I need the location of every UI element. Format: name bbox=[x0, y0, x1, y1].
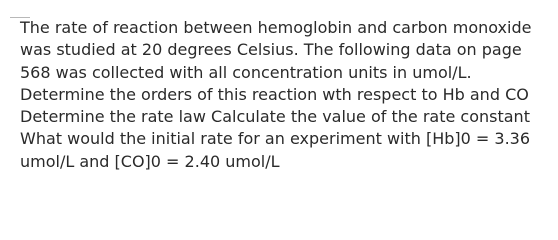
question-line: 568 was collected with all concentration units in umol/L. bbox=[20, 62, 472, 82]
question-line: What would the initial rate for an experiment with [Hb]0 = 3.36 bbox=[20, 129, 531, 149]
question-line: Determine the rate law Calculate the value of the rate constant bbox=[20, 107, 530, 127]
question-line: was studied at 20 degrees Celsius. The following data on page bbox=[20, 40, 522, 60]
question-line: umol/L and [CO]0 = 2.40 umol/L bbox=[20, 151, 280, 171]
question-line: The rate of reaction between hemoglobin and carbon monoxide bbox=[20, 18, 532, 37]
question-text bbox=[20, 17, 531, 173]
question-line: Determine the orders of this reaction wth respect to Hb and CO bbox=[20, 84, 529, 104]
